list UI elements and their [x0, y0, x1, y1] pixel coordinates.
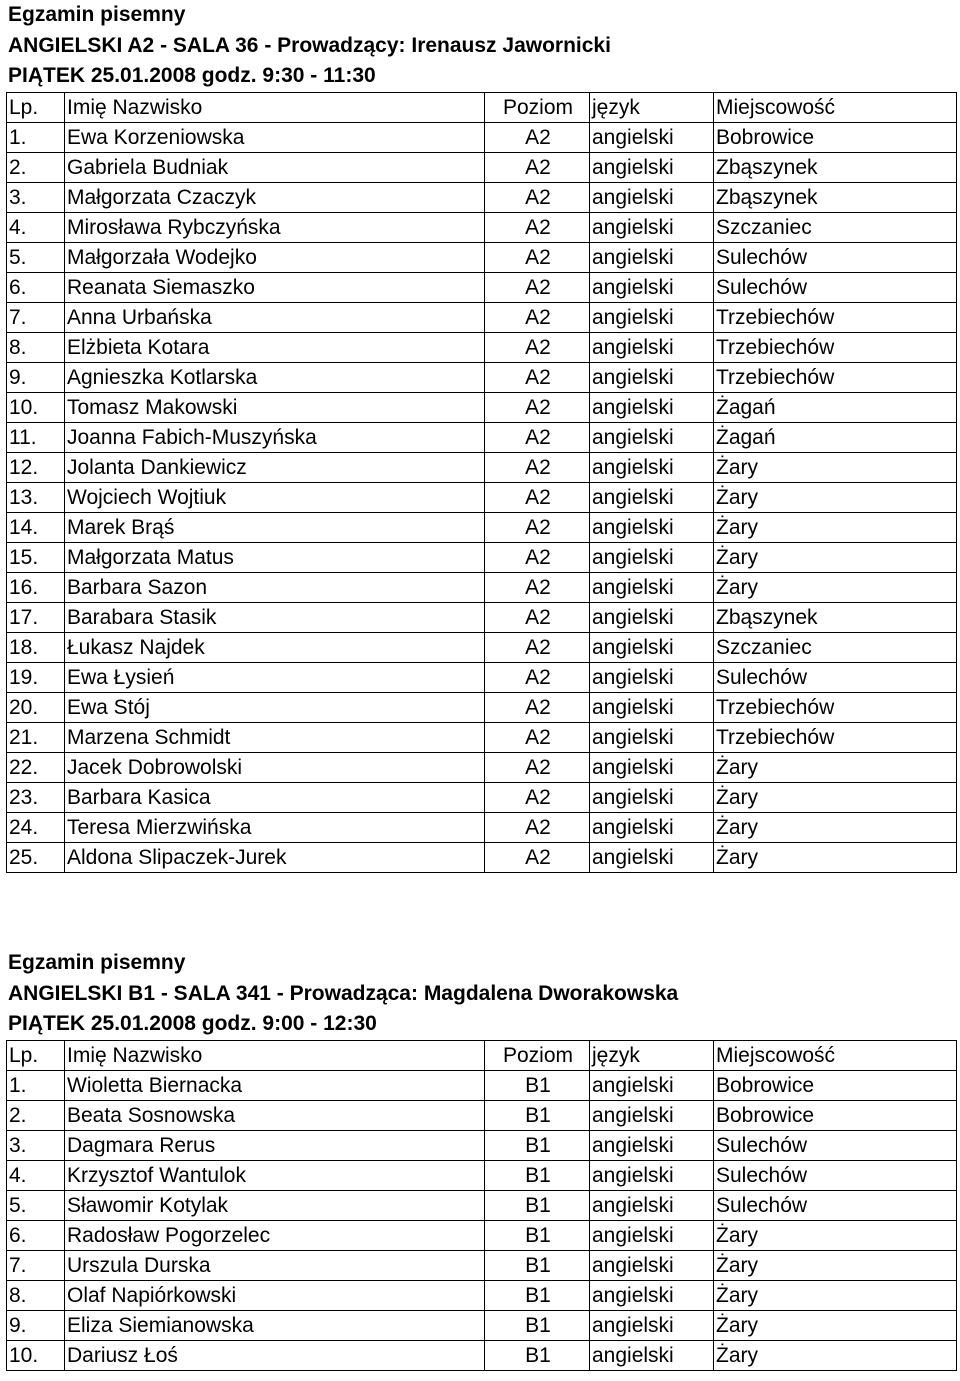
- cell-level: A2: [485, 332, 590, 362]
- cell-language: angielski: [590, 1130, 714, 1160]
- cell-level: B1: [485, 1070, 590, 1100]
- table-row: [7, 662, 957, 692]
- table-row: [7, 602, 957, 632]
- table-row: [7, 212, 957, 242]
- cell-place: Żary: [714, 752, 957, 782]
- cell-place: Żary: [714, 1250, 957, 1280]
- table-row: [7, 1130, 957, 1160]
- cell-lp: 11.: [7, 422, 65, 452]
- cell-lp: 10.: [7, 1340, 65, 1370]
- cell-place: Bobrowice: [714, 1070, 957, 1100]
- cell-name: Wioletta Biernacka: [65, 1070, 485, 1100]
- cell-language: angielski: [590, 1160, 714, 1190]
- cell-name: Marzena Schmidt: [65, 722, 485, 752]
- cell-lp: 4.: [7, 212, 65, 242]
- table-row: [7, 152, 957, 182]
- cell-language: angielski: [590, 662, 714, 692]
- cell-place: Bobrowice: [714, 122, 957, 152]
- cell-place: Trzebiechów: [714, 362, 957, 392]
- cell-name: Łukasz Najdek: [65, 632, 485, 662]
- cell-name: Mirosława Rybczyńska: [65, 212, 485, 242]
- table-row: [7, 722, 957, 752]
- cell-name: Małgorzała Wodejko: [65, 242, 485, 272]
- cell-name: Dariusz Łoś: [65, 1340, 485, 1370]
- cell-language: angielski: [590, 1250, 714, 1280]
- cell-language: angielski: [590, 482, 714, 512]
- cell-lp: 3.: [7, 182, 65, 212]
- table-row: [7, 302, 957, 332]
- cell-lp: 1.: [7, 122, 65, 152]
- cell-lp: 20.: [7, 692, 65, 722]
- cell-lp: 14.: [7, 512, 65, 542]
- column-header-place: Miejscowość: [714, 1040, 957, 1070]
- cell-language: angielski: [590, 602, 714, 632]
- cell-place: Sulechów: [714, 242, 957, 272]
- cell-name: Barabara Stasik: [65, 602, 485, 632]
- cell-name: Eliza Siemianowska: [65, 1310, 485, 1340]
- cell-language: angielski: [590, 302, 714, 332]
- cell-language: angielski: [590, 332, 714, 362]
- cell-lp: 5.: [7, 1190, 65, 1220]
- group-heading: ANGIELSKI B1 - SALA 341 - Prowadząca: Magdalena Dworakowska: [8, 981, 679, 1005]
- cell-level: A2: [485, 662, 590, 692]
- cell-place: Żary: [714, 482, 957, 512]
- cell-level: B1: [485, 1280, 590, 1310]
- cell-name: Krzysztof Wantulok: [65, 1160, 485, 1190]
- cell-name: Ewa Korzeniowska: [65, 122, 485, 152]
- column-header-name: Imię Nazwisko: [65, 92, 485, 122]
- exam-section-b1: [6, 948, 956, 1371]
- column-header-place: Miejscowość: [714, 92, 957, 122]
- cell-place: Zbąszynek: [714, 182, 957, 212]
- cell-place: Bobrowice: [714, 1100, 957, 1130]
- table-row: [7, 692, 957, 722]
- cell-place: Żary: [714, 1340, 957, 1370]
- cell-language: angielski: [590, 1220, 714, 1250]
- group-heading: ANGIELSKI A2 - SALA 36 - Prowadzący: Irenausz Jawornicki: [8, 33, 611, 57]
- table-row: [7, 572, 957, 602]
- cell-lp: 6.: [7, 272, 65, 302]
- cell-level: A2: [485, 482, 590, 512]
- cell-language: angielski: [590, 782, 714, 812]
- cell-level: B1: [485, 1310, 590, 1340]
- cell-place: Zbąszynek: [714, 602, 957, 632]
- cell-place: Żary: [714, 512, 957, 542]
- cell-language: angielski: [590, 422, 714, 452]
- cell-name: Anna Urbańska: [65, 302, 485, 332]
- cell-name: Elżbieta Kotara: [65, 332, 485, 362]
- cell-name: Aldona Slipaczek-Jurek: [65, 842, 485, 872]
- cell-lp: 12.: [7, 452, 65, 482]
- cell-name: Marek Brąś: [65, 512, 485, 542]
- cell-level: A2: [485, 722, 590, 752]
- cell-level: B1: [485, 1160, 590, 1190]
- cell-name: Teresa Mierzwińska: [65, 812, 485, 842]
- cell-name: Małgorzata Matus: [65, 542, 485, 572]
- column-header-level: Poziom: [485, 1040, 590, 1070]
- cell-language: angielski: [590, 572, 714, 602]
- table-row: [7, 392, 957, 422]
- cell-language: angielski: [590, 272, 714, 302]
- table-row: [7, 542, 957, 572]
- table-row: [7, 752, 957, 782]
- cell-lp: 22.: [7, 752, 65, 782]
- cell-name: Jacek Dobrowolski: [65, 752, 485, 782]
- exam-type-heading: Egzamin pisemny: [8, 951, 186, 974]
- cell-place: Żary: [714, 1220, 957, 1250]
- cell-language: angielski: [590, 242, 714, 272]
- cell-lp: 15.: [7, 542, 65, 572]
- cell-name: Tomasz Makowski: [65, 392, 485, 422]
- exam-section-a2: [6, 0, 956, 873]
- table-row: [7, 1220, 957, 1250]
- table-row: [7, 632, 957, 662]
- cell-language: angielski: [590, 362, 714, 392]
- table-row: [7, 332, 957, 362]
- cell-lp: 25.: [7, 842, 65, 872]
- cell-level: A2: [485, 392, 590, 422]
- roster-table: [6, 1040, 957, 1371]
- cell-place: Żary: [714, 542, 957, 572]
- table-row: [7, 272, 957, 302]
- table-row: [7, 362, 957, 392]
- cell-level: A2: [485, 602, 590, 632]
- cell-level: A2: [485, 362, 590, 392]
- column-header-level: Poziom: [485, 92, 590, 122]
- cell-language: angielski: [590, 752, 714, 782]
- cell-language: angielski: [590, 722, 714, 752]
- table-row: [7, 782, 957, 812]
- cell-lp: 18.: [7, 632, 65, 662]
- cell-name: Gabriela Budniak: [65, 152, 485, 182]
- cell-language: angielski: [590, 692, 714, 722]
- cell-place: Żagań: [714, 392, 957, 422]
- cell-place: Trzebiechów: [714, 302, 957, 332]
- cell-name: Agnieszka Kotlarska: [65, 362, 485, 392]
- cell-name: Joanna Fabich-Muszyńska: [65, 422, 485, 452]
- cell-place: Sulechów: [714, 662, 957, 692]
- cell-level: A2: [485, 452, 590, 482]
- cell-level: A2: [485, 752, 590, 782]
- cell-language: angielski: [590, 842, 714, 872]
- cell-name: Ewa Łysień: [65, 662, 485, 692]
- cell-name: Radosław Pogorzelec: [65, 1220, 485, 1250]
- cell-level: A2: [485, 422, 590, 452]
- cell-place: Żary: [714, 452, 957, 482]
- cell-language: angielski: [590, 632, 714, 662]
- cell-level: A2: [485, 182, 590, 212]
- cell-name: Ewa Stój: [65, 692, 485, 722]
- table-row: [7, 1250, 957, 1280]
- cell-lp: 7.: [7, 1250, 65, 1280]
- cell-name: Reanata Siemaszko: [65, 272, 485, 302]
- cell-place: Sulechów: [714, 272, 957, 302]
- column-header-language: język: [590, 92, 714, 122]
- cell-lp: 8.: [7, 332, 65, 362]
- table-row: [7, 1100, 957, 1130]
- cell-lp: 5.: [7, 242, 65, 272]
- table-row: [7, 1160, 957, 1190]
- cell-level: A2: [485, 572, 590, 602]
- cell-level: B1: [485, 1130, 590, 1160]
- column-header-lp: Lp.: [7, 1040, 65, 1070]
- cell-level: A2: [485, 152, 590, 182]
- table-row: [7, 452, 957, 482]
- cell-level: B1: [485, 1100, 590, 1130]
- cell-lp: 2.: [7, 1100, 65, 1130]
- cell-language: angielski: [590, 452, 714, 482]
- cell-name: Barbara Sazon: [65, 572, 485, 602]
- cell-lp: 1.: [7, 1070, 65, 1100]
- table-row: [7, 512, 957, 542]
- table-row: [7, 1310, 957, 1340]
- table-row: [7, 422, 957, 452]
- cell-level: A2: [485, 242, 590, 272]
- cell-lp: 2.: [7, 152, 65, 182]
- cell-language: angielski: [590, 122, 714, 152]
- cell-language: angielski: [590, 512, 714, 542]
- cell-lp: 13.: [7, 482, 65, 512]
- cell-place: Żary: [714, 812, 957, 842]
- cell-level: A2: [485, 812, 590, 842]
- cell-level: B1: [485, 1190, 590, 1220]
- cell-place: Sulechów: [714, 1130, 957, 1160]
- cell-language: angielski: [590, 1070, 714, 1100]
- table-row: [7, 812, 957, 842]
- cell-level: A2: [485, 302, 590, 332]
- cell-language: angielski: [590, 812, 714, 842]
- column-header-name: Imię Nazwisko: [65, 1040, 485, 1070]
- column-header-lp: Lp.: [7, 92, 65, 122]
- cell-language: angielski: [590, 182, 714, 212]
- table-row: [7, 122, 957, 152]
- cell-place: Żary: [714, 782, 957, 812]
- table-row: [7, 842, 957, 872]
- table-row: [7, 242, 957, 272]
- cell-place: Trzebiechów: [714, 332, 957, 362]
- cell-lp: 9.: [7, 1310, 65, 1340]
- cell-name: Sławomir Kotylak: [65, 1190, 485, 1220]
- cell-place: Żary: [714, 1280, 957, 1310]
- cell-lp: 24.: [7, 812, 65, 842]
- cell-place: Sulechów: [714, 1160, 957, 1190]
- exam-type-heading: Egzamin pisemny: [8, 3, 186, 26]
- cell-lp: 3.: [7, 1130, 65, 1160]
- cell-lp: 23.: [7, 782, 65, 812]
- cell-level: A2: [485, 272, 590, 302]
- cell-name: Jolanta Dankiewicz: [65, 452, 485, 482]
- cell-place: Zbąszynek: [714, 152, 957, 182]
- cell-lp: 4.: [7, 1160, 65, 1190]
- cell-level: A2: [485, 542, 590, 572]
- cell-level: B1: [485, 1220, 590, 1250]
- cell-lp: 7.: [7, 302, 65, 332]
- cell-place: Żary: [714, 1310, 957, 1340]
- cell-lp: 6.: [7, 1220, 65, 1250]
- cell-language: angielski: [590, 1280, 714, 1310]
- cell-lp: 9.: [7, 362, 65, 392]
- cell-language: angielski: [590, 212, 714, 242]
- table-row: [7, 482, 957, 512]
- cell-language: angielski: [590, 542, 714, 572]
- cell-place: Trzebiechów: [714, 722, 957, 752]
- cell-level: A2: [485, 782, 590, 812]
- cell-name: Olaf Napiórkowski: [65, 1280, 485, 1310]
- cell-place: Sulechów: [714, 1190, 957, 1220]
- cell-level: A2: [485, 122, 590, 152]
- table-row: [7, 1070, 957, 1100]
- cell-lp: 16.: [7, 572, 65, 602]
- cell-place: Szczaniec: [714, 632, 957, 662]
- cell-name: Urszula Durska: [65, 1250, 485, 1280]
- cell-name: Wojciech Wojtiuk: [65, 482, 485, 512]
- table-header-row: [7, 1040, 957, 1070]
- table-header-row: [7, 92, 957, 122]
- cell-level: B1: [485, 1340, 590, 1370]
- table-row: [7, 182, 957, 212]
- cell-name: Barbara Kasica: [65, 782, 485, 812]
- table-row: [7, 1190, 957, 1220]
- cell-level: A2: [485, 842, 590, 872]
- cell-language: angielski: [590, 1100, 714, 1130]
- cell-level: A2: [485, 212, 590, 242]
- column-header-language: język: [590, 1040, 714, 1070]
- cell-language: angielski: [590, 152, 714, 182]
- cell-place: Żary: [714, 842, 957, 872]
- cell-lp: 19.: [7, 662, 65, 692]
- cell-place: Trzebiechów: [714, 692, 957, 722]
- cell-name: Beata Sosnowska: [65, 1100, 485, 1130]
- cell-level: A2: [485, 692, 590, 722]
- cell-place: Żagań: [714, 422, 957, 452]
- cell-language: angielski: [590, 1310, 714, 1340]
- cell-place: Szczaniec: [714, 212, 957, 242]
- cell-lp: 17.: [7, 602, 65, 632]
- cell-level: A2: [485, 512, 590, 542]
- cell-name: Dagmara Rerus: [65, 1130, 485, 1160]
- cell-lp: 21.: [7, 722, 65, 752]
- table-row: [7, 1280, 957, 1310]
- cell-lp: 8.: [7, 1280, 65, 1310]
- date-heading: PIĄTEK 25.01.2008 godz. 9:00 - 12:30: [8, 1012, 377, 1035]
- table-row: [7, 1340, 957, 1370]
- cell-language: angielski: [590, 1190, 714, 1220]
- cell-level: B1: [485, 1250, 590, 1280]
- cell-language: angielski: [590, 392, 714, 422]
- date-heading: PIĄTEK 25.01.2008 godz. 9:30 - 11:30: [8, 64, 376, 87]
- cell-lp: 10.: [7, 392, 65, 422]
- cell-language: angielski: [590, 1340, 714, 1370]
- cell-name: Małgorzata Czaczyk: [65, 182, 485, 212]
- cell-place: Żary: [714, 572, 957, 602]
- cell-level: A2: [485, 632, 590, 662]
- roster-table: [6, 92, 957, 873]
